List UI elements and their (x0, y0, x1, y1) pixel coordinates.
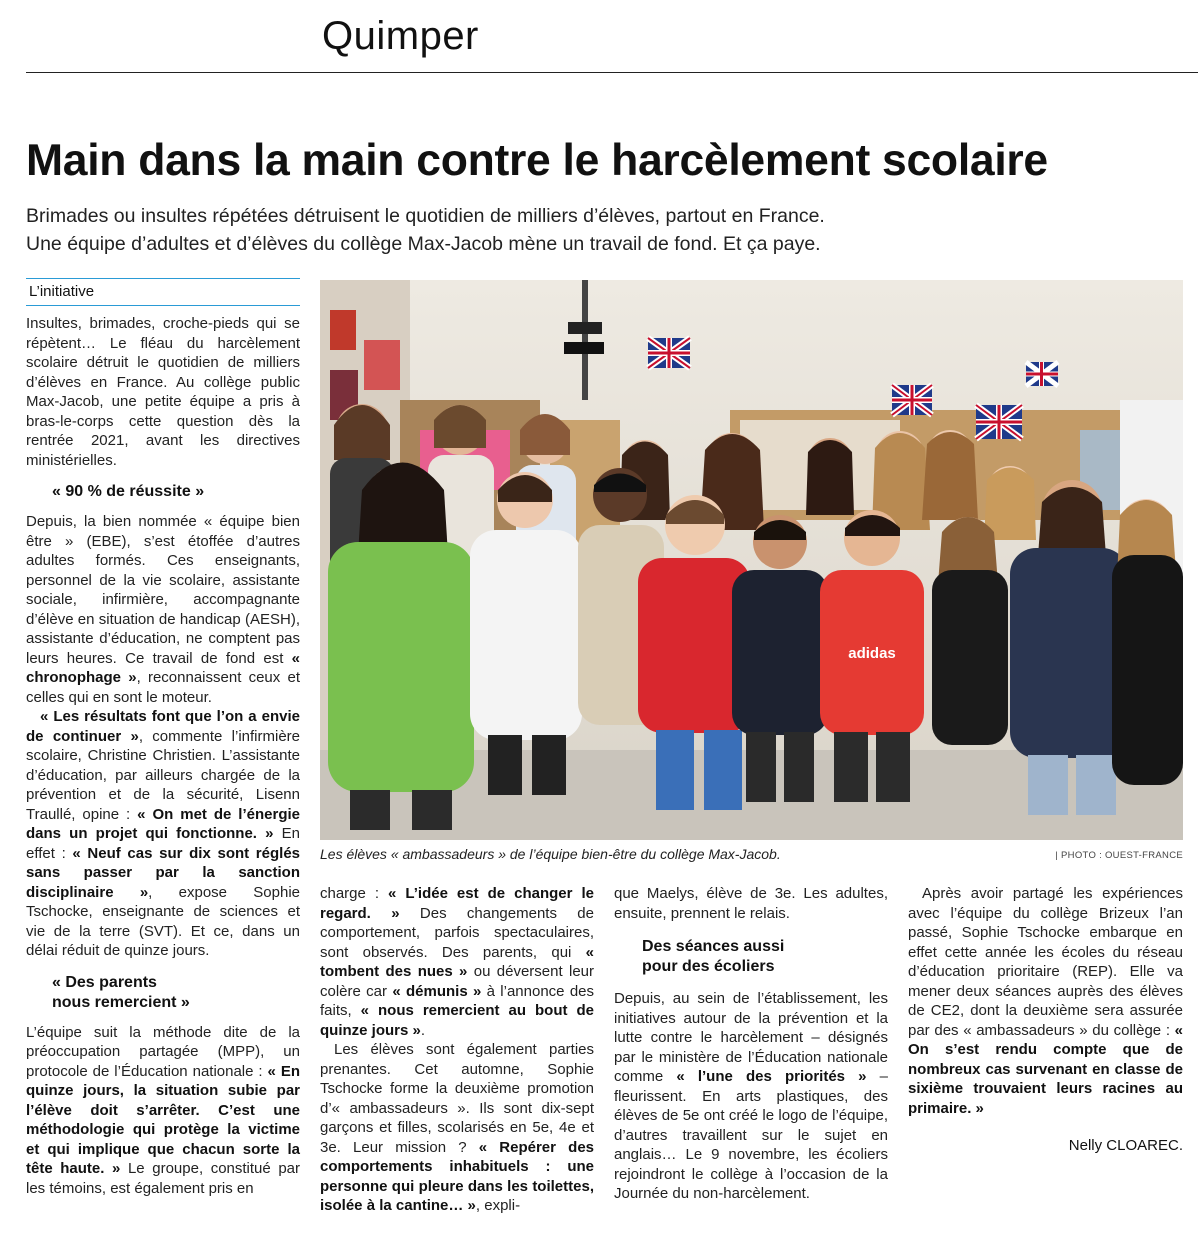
intro-paragraph: Insultes, brimades, croche-pieds qui se répètent… Le fléau du harcèlement scolaire détruit le quotidien de milliers d’élèves en France. Au collège public Max-Jacob, une petite équipe a pris à bras-le-corps cette question dès la rentrée 2021, avant les directives ministérielles. (26, 315, 300, 469)
text-run: Depuis, au sein de l’établissement, les initiatives autour de la prévention et la lutte contre le harcèlement – désignés par le ministère de l’Éducation nationale comme (614, 990, 888, 1085)
paragraph-rep (908, 884, 1183, 1118)
flag-icon (892, 385, 932, 415)
text-run: Après avoir partagé les expériences avec l’équipe du collège Brizeux l’an passé, Sophie Tschocke embarque en effet cette année les écoles du réseau d’éducation prioritaire (REP). Elle va mener deux séances auprès des élèves de CE2, dont la deuxième sera assurée par des « ambassadeurs » du collège : (908, 885, 1183, 1039)
paragraph-regard (320, 884, 594, 1040)
author-signature: Nelly CLOAREC. (1068, 1137, 1183, 1154)
text-run: Depuis, la bien nommée « équipe bien être » (EBE), s’est étoffée d’autres adultes formés. Ces enseignants, personnel de la vie scolaire, assistante sociale, infirmière, accompagnante d’élève en situation de handicap (AESH), assistante d’éducation, ne comptent pas leurs heures. Ce travail de fond est (26, 513, 300, 667)
quote-run: « On met de l’énergie dans un projet qui fonctionne. » (26, 805, 300, 842)
article-column-1 (26, 278, 300, 1198)
subhead-line: Des séances aussi (642, 938, 785, 955)
paragraph-results (26, 707, 300, 961)
text-run: , commente l’infirmière scolaire, Christine Christien. L’assistante d’éducation, par ailleurs chargée de la prévention et de la sécurité, Lisenn Traullé, opine : (26, 727, 300, 823)
text-run: . (420, 1021, 426, 1039)
paragraph-team (26, 512, 300, 707)
group-photo-illustration (320, 280, 1183, 840)
text-run: L’équipe suit la méthode dite de la préoccupation partagée (MPP), un protocole de l’Éducation nationale : (26, 1023, 300, 1080)
article-column-2 (320, 884, 594, 1216)
shirt-text: adidas (848, 645, 896, 662)
deck (26, 202, 1186, 258)
text-run: ou déversent leur colère car (320, 963, 594, 1000)
subhead-schools (642, 937, 888, 977)
quote-run: « Les résultats font que l’on a envie de continuer » (26, 708, 300, 745)
subhead-success: « 90 % de réussite » (52, 483, 205, 500)
quote-run: « l’une des priorités » (676, 1068, 867, 1085)
photo-credit: | PHOTO : OUEST-FRANCE (1055, 850, 1183, 861)
text-run: Des changements de comportement, parfois spectaculaires, sont observés. Des parents, qui (320, 904, 594, 961)
article-column-3 (614, 884, 888, 1204)
quote-run: « Neuf cas sur dix sont réglés sans passer par la sanction disciplinaire » (26, 844, 300, 901)
text-run: , reconnaissent ceux et celles qui en sont le moteur. (26, 669, 300, 706)
text-run: , expose Sophie Tschocke, enseignante de sciences et vie de la terre (SVT). Et ce, dans un délai réduit de quinze jours. (26, 883, 300, 959)
kicker: L’initiative (26, 278, 300, 306)
paragraph-method (26, 1023, 300, 1199)
text-run: charge : (320, 885, 389, 902)
photo-caption: Les élèves « ambassadeurs » de l’équipe bien-être du collège Max-Jacob. (320, 846, 781, 862)
quote-run: « En quinze jours, la situation subie par l’élève doit s’arrêter. C’est une méthodologie qui protège la victime et qui implique que chacun sorte la tête haute. » (26, 1062, 300, 1177)
quote-run: « L’idée est de changer le regard. » (320, 885, 594, 922)
group-photo (320, 280, 1183, 840)
quote-run: « tombent des nues » (320, 943, 594, 980)
article-column-4 (908, 884, 1183, 1156)
flag-icon (1026, 362, 1058, 386)
headline: Main dans la main contre le harcèlement scolaire (26, 136, 1048, 185)
section-title: Quimper (322, 14, 479, 58)
deck-line-1: Brimades ou insultes répétées détruisent le quotidien de milliers d’élèves, partout en France. (26, 205, 825, 227)
text-run: – fleurissent. En arts plastiques, des élèves de 5e ont créé le logo de l’équipe, d’autres travaillent sur le sujet en anglais… Le 9 novembre, les écoliers rejoindront le collège à l’occasion de la Journée du non-harcèlement. (614, 1068, 889, 1202)
quote-run: « On s’est rendu compte que de nombreux cas survenant en classe de sixième trouvaient leurs racines au primaire. » (908, 1021, 1183, 1117)
section-rule (26, 72, 1198, 73)
paragraph-maelys: que Maelys, élève de 3e. Les adultes, ensuite, prennent le relais. (614, 885, 888, 922)
quote-run: « Repérer des comportements inhabituels : une personne qui pleure dans les toilettes, isolée à la cantine… » (320, 1138, 594, 1214)
subhead-line: « Des parents (52, 973, 157, 991)
text-run: Les élèves sont également parties prenantes. Cet automne, Sophie Tschocke forme la deuxième promotion d’« ambassadeurs ». Ils sont dix-sept garçons et filles, scolarisés en 5e, 4e et 3e. Leur mission ? (320, 1041, 594, 1156)
quote-run: « nous remercient au bout de quinze jours » (320, 1002, 594, 1039)
text-run: , expli- (475, 1197, 521, 1214)
quote-run: « chronophage » (26, 649, 300, 686)
text-run: En effet : (26, 825, 301, 862)
flag-icon (648, 338, 690, 368)
subhead-line: pour des écoliers (642, 958, 775, 975)
deck-line-2: Une équipe d’adultes et d’élèves du collège Max-Jacob mène un travail de fond. Et ça paye. (26, 233, 821, 255)
subhead-parents (52, 973, 300, 1013)
text-run: Le groupe, constitué par les témoins, est également pris en (26, 1160, 300, 1197)
paragraph-ambassadors (320, 1040, 594, 1216)
text-run: à l’annonce des faits, (320, 982, 595, 1019)
paragraph-initiatives (614, 989, 888, 1204)
flag-icon (976, 405, 1022, 439)
subhead-line: nous remercient » (52, 993, 190, 1011)
quote-run: « démunis » (392, 982, 482, 1000)
